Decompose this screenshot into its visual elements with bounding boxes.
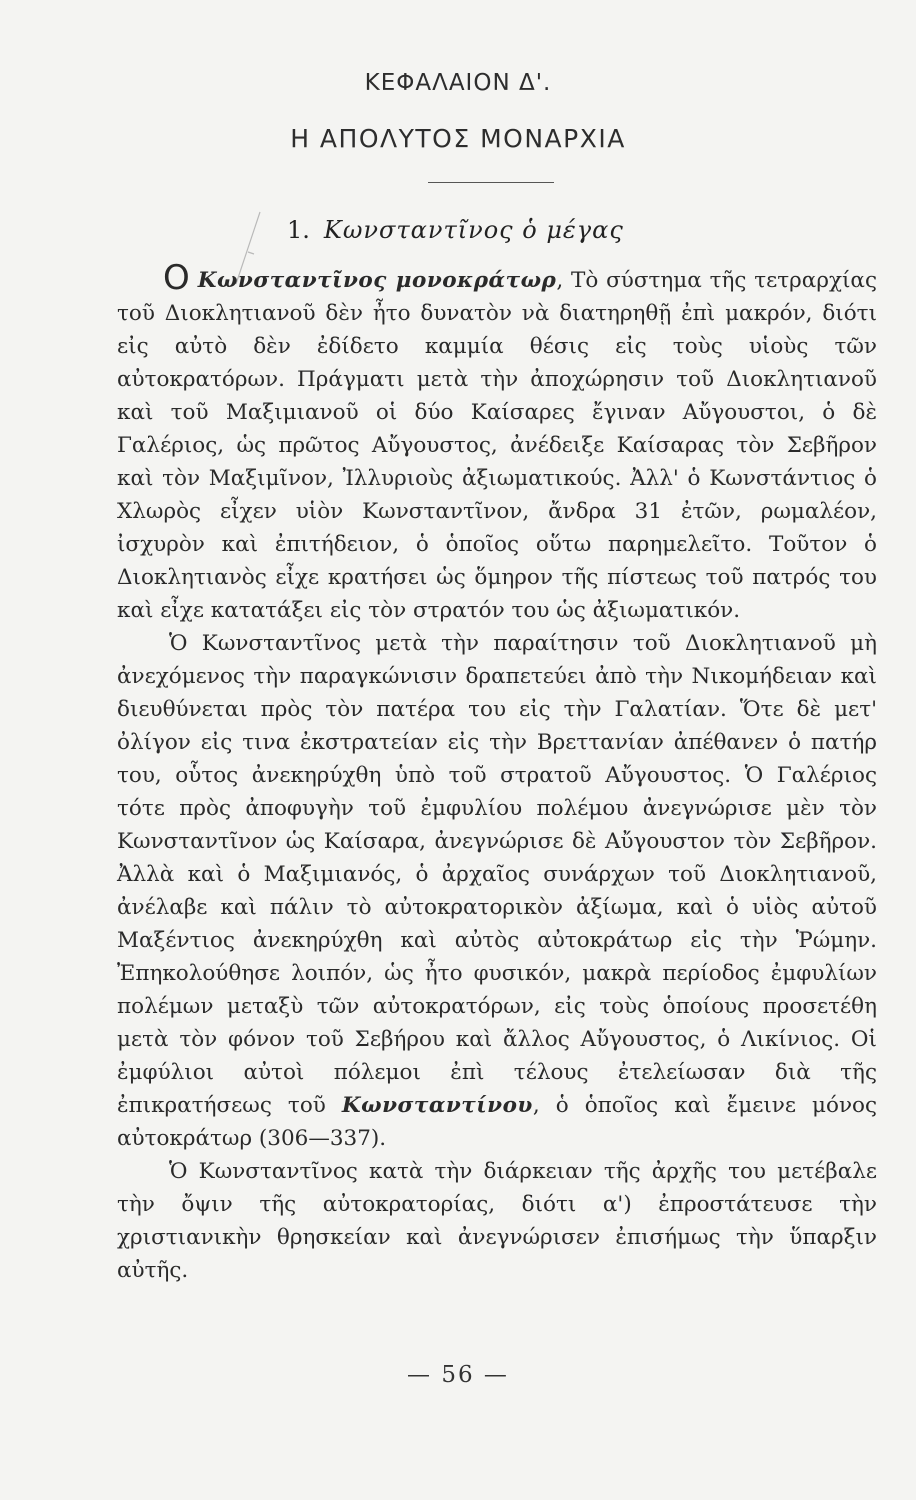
paragraph — [117, 258, 877, 627]
paragraph — [117, 627, 877, 1155]
paragraph-text: Ὁ Κωνσταντῖνος κατὰ τὴν διάρκειαν τῆς ἀρχῆς του μετέβαλε τὴν ὄψιν τῆς αὐτοκρατορίας, διότι α') ἐπροστάτευσε τὴν χριστιανικὴν θρησκείαν καὶ ἀνεγνώρισεν ἐπισήμως τὴν ὕπαρξιν αὐτῆς. — [117, 1159, 877, 1283]
section-heading — [287, 216, 624, 244]
chapter-heading: ΚΕΦΑΛΑΙΟΝ Δ'. — [364, 70, 552, 96]
paragraph-text: , Τὸ σύστημα τῆς τετραρχίας τοῦ Διοκλητιανοῦ δὲν ἦτο δυνατὸν νὰ διατηρηθῇ ἐπὶ μακρόν, διότι εἰς αὐτὸ δὲν ἐδίδετο καμμία θέσις εἰς τοὺς υἱοὺς τῶν αὐτοκρατόρων. Πράγματι μετὰ τὴν ἀποχώρησιν τοῦ Διοκλητιανοῦ καὶ τοῦ Μαξιμιανοῦ οἱ δύο Καίσαρες ἔγιναν Αὔγουστοι, ὁ δὲ Γαλέριος, ὡς πρῶτος Αὔγουστος, ἀνέδειξε Καίσαρας τὸν Σεβῆρον καὶ τὸν Μαξιμῖνον, Ἰλλυριοὺς ἀξιωματικούς. Ἀλλ' ὁ Κωνστάντιος ὁ Χλωρὸς εἶχεν υἱὸν Κωνσταντῖνον, ἄνδρα 31 ἐτῶν, ρωμαλέον, ἰσχυρὸν καὶ ἐπιτήδειον, ὁ ὁποῖος οὕτω παρημελεῖτο. Τοῦτον ὁ Διοκλητιανὸς εἶχε κρατήσει ὡς ὅμηρον τῆς πίστεως τοῦ πατρός του καὶ εἶχε κατατάξει εἰς τὸν στρατόν του ὡς ἀξιωματικόν. — [117, 268, 877, 623]
paragraph — [117, 1155, 877, 1287]
section-name: Κωνσταντῖνος ὁ μέγας — [323, 216, 624, 244]
paragraph-text: Ὁ Κωνσταντῖνος μετὰ τὴν παραίτησιν τοῦ Διοκλητιανοῦ μὴ ἀνεχόμενος τὴν παραγκώνισιν δραπετεύει ἀπὸ τὴν Νικομήδειαν καὶ διευθύνεται πρὸς τὸν πατέρα του εἰς τὴν Γαλατίαν. Ὅτε δὲ μετ' ὀλίγον εἰς τινα ἐκστρατείαν εἰς τὴν Βρεττανίαν ἀπέθανεν ὁ πατήρ του, οὗτος ἀνεκηρύχθη ὑπὸ τοῦ στρατοῦ Αὔγουστος. Ὁ Γαλέριος τότε πρὸς ἀποφυγὴν τοῦ ἐμφυλίου πολέμου ἀνεγνώρισε μὲν τὸν Κωνσταντῖνον ὡς Καίσαρα, ἀνεγνώρισε δὲ Αὔγουστον τὸν Σεβῆρον. Ἀλλὰ καὶ ὁ Μαξιμιανός, ὁ ἀρχαῖος συνάρχων τοῦ Διοκλητιανοῦ, ἀνέλαβε καὶ πάλιν τὸ αὐτοκρατορικὸν ἀξίωμα, καὶ ὁ υἱὸς αὐτοῦ Μαξέντιος ἀνεκηρύχθη καὶ αὐτὸς αὐτοκράτωρ εἰς τὴν Ῥώμην. Ἐπηκολούθησε λοιπόν, ὡς ἦτο φυσικόν, μακρὰ περίοδος ἐμφυλίων πολέμων μεταξὺ τῶν αὐτοκρατόρων, εἰς τοὺς ὁποίους προσετέθη μετὰ τὸν φόνον τοῦ Σεβήρου καὶ ἄλλος Αὔγουστος, ὁ Λικίνιος. Οἱ ἐμφύλιοι αὐτοὶ πόλεμοι ἐπὶ τέλους ἐτελείωσαν διὰ τῆς ἐπικρατήσεως τοῦ — [117, 631, 877, 1118]
title-divider — [428, 182, 554, 183]
page-number: — 56 — — [407, 1362, 509, 1388]
paragraph-lead: Κωνσταντῖνος μονοκράτωρ — [197, 268, 557, 293]
page-title: Η ΑΠΟΛΥΤΟΣ ΜΟΝΑΡΧΙΑ — [290, 124, 626, 153]
body-text — [117, 258, 878, 1287]
section-number: 1. — [287, 216, 310, 244]
emphasis-name: Κωνσταντίνου — [341, 1093, 533, 1118]
drop-cap: Ο — [163, 258, 190, 298]
paragraph-text: , ὁ ὁποῖος καὶ ἔμεινε μόνος αὐτοκράτωρ (306—337). — [117, 1093, 878, 1151]
